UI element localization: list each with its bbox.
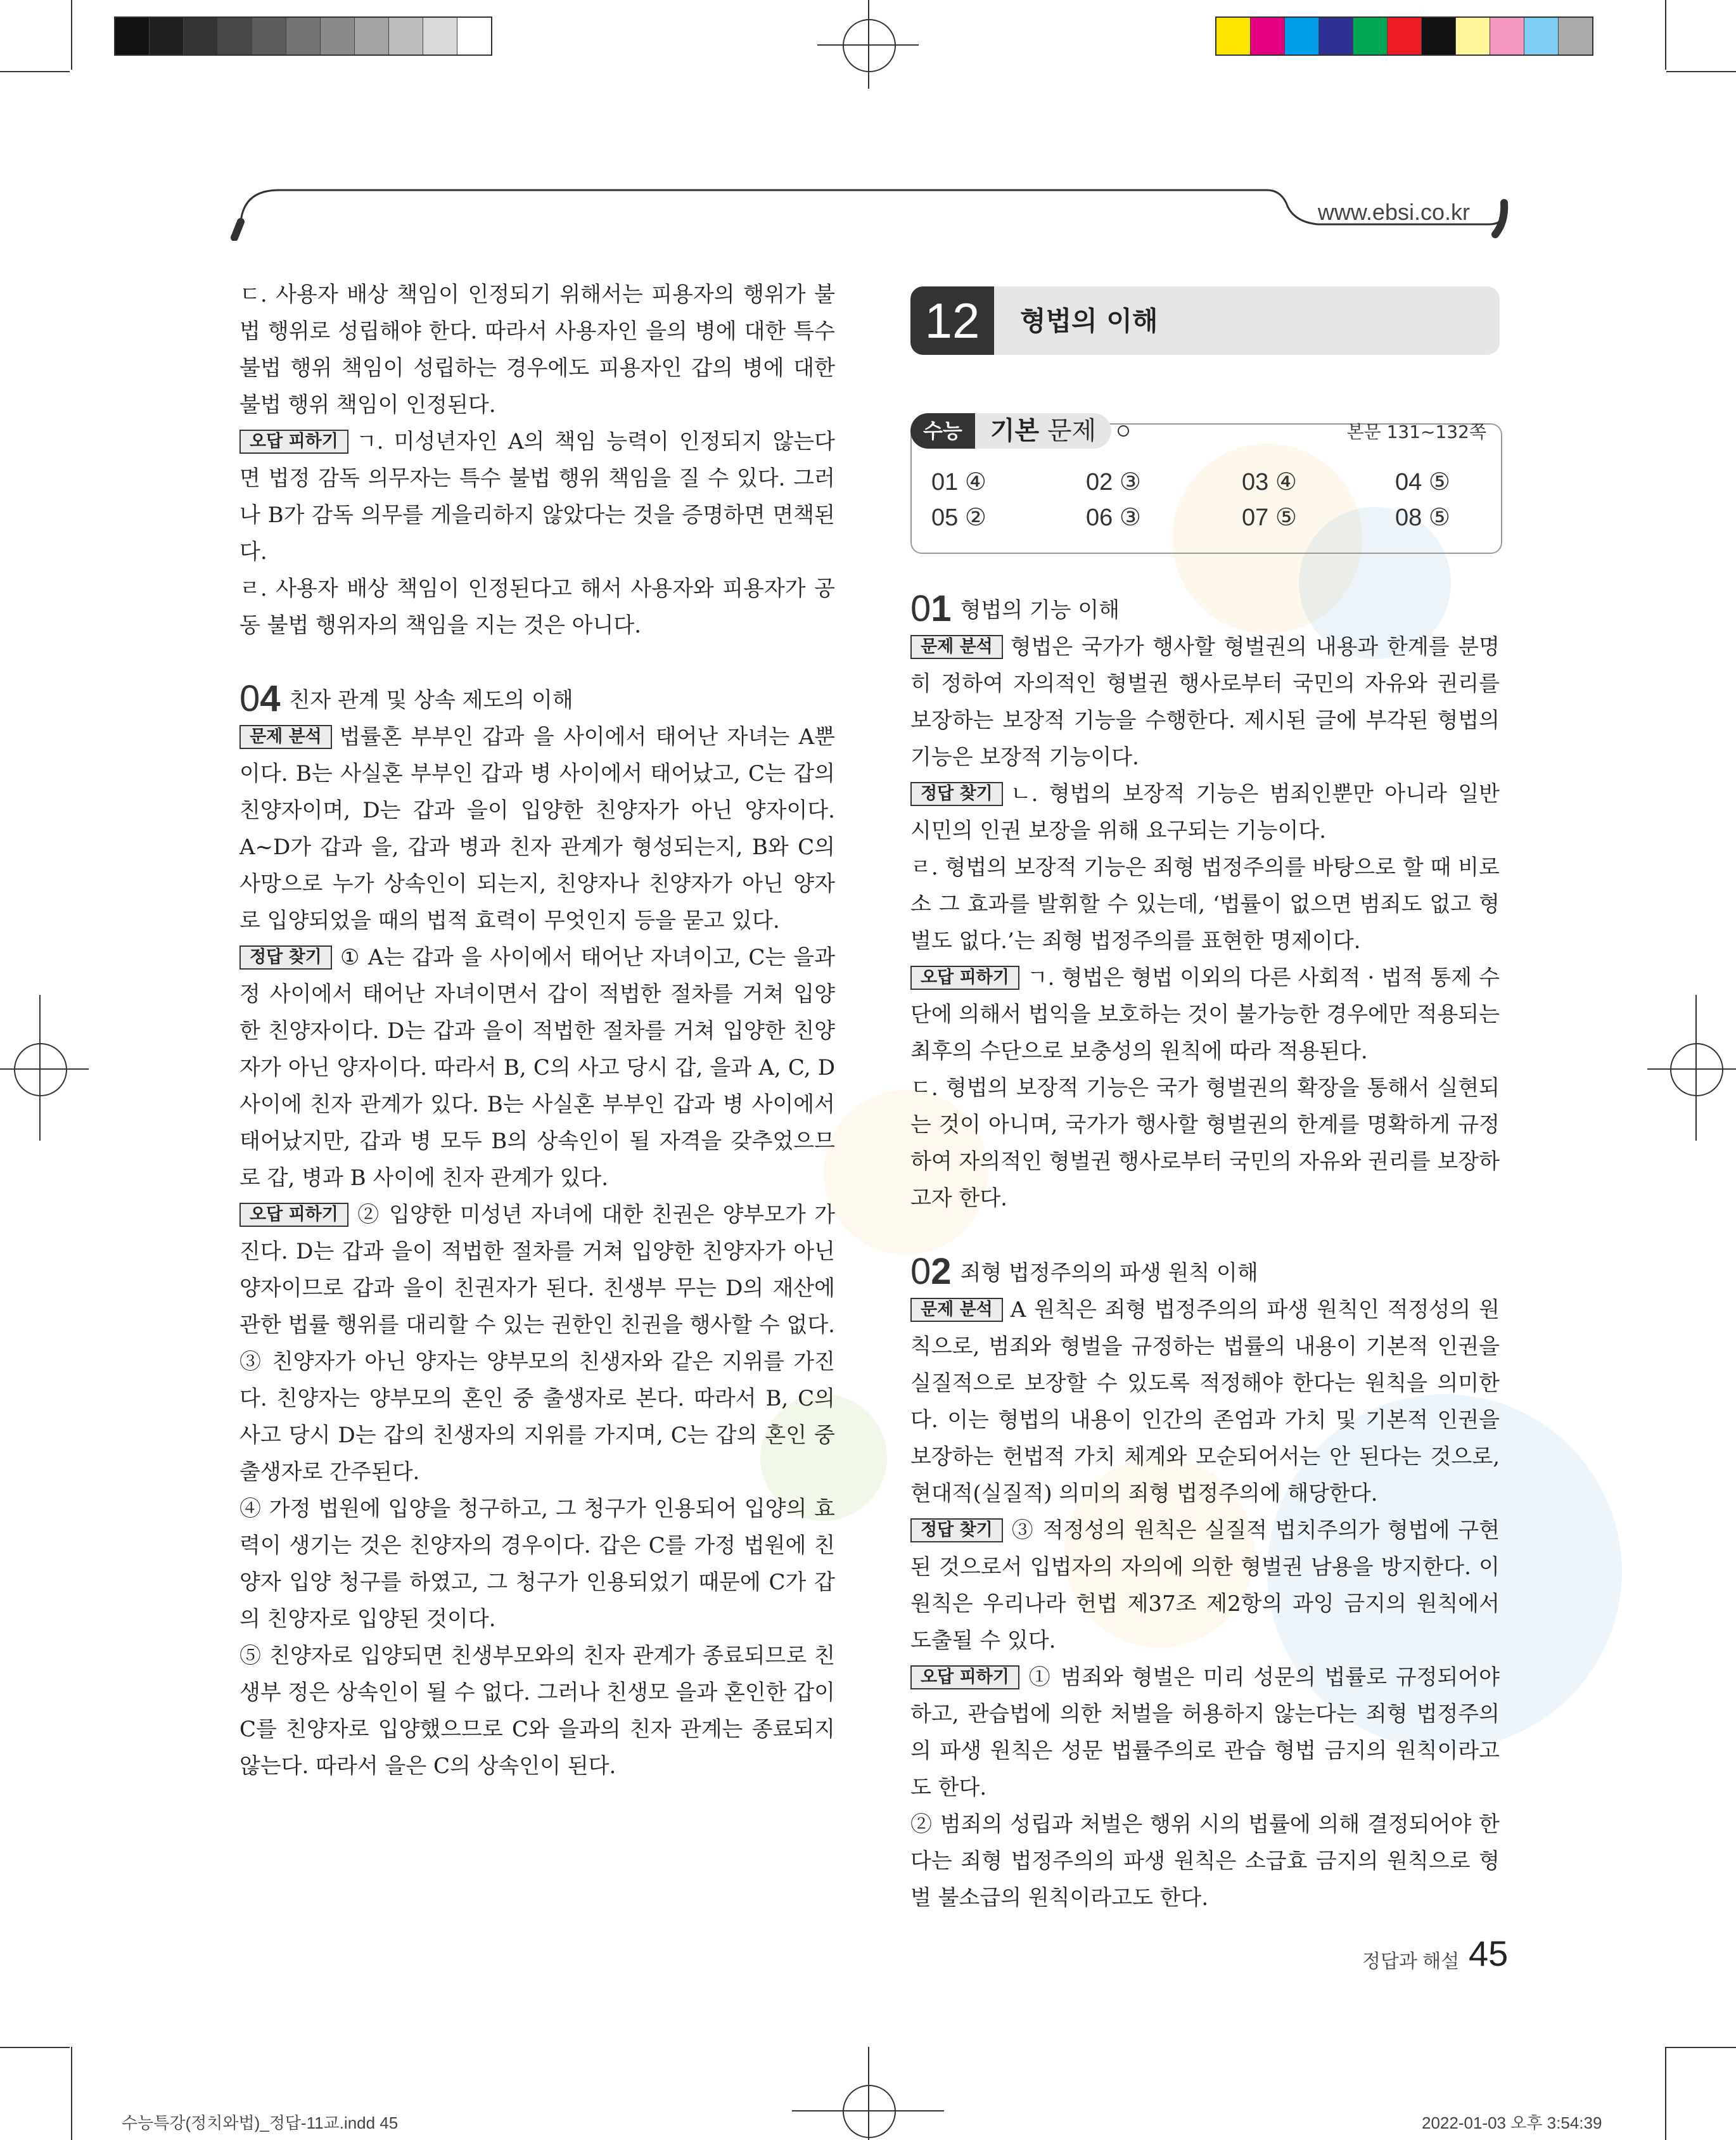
crop-mark	[0, 71, 70, 72]
paragraph: ④ 가정 법원에 입양을 청구하고, 그 청구가 인용되어 입양의 효력이 생기는 것은 친양자의 경우이다. 갑은 C를 가정 법원에 친양자 입양 청구를 하였고, 그 청구가 인용되었기 때문에 C가 갑의 친양자로 입양된 것이다.	[239, 1496, 835, 1632]
section-banner	[910, 286, 1500, 355]
crop-mark	[1665, 0, 1666, 70]
site-url: www.ebsi.co.kr	[1317, 199, 1470, 225]
registration-mark	[39, 995, 41, 1141]
paragraph	[910, 1291, 1500, 1512]
paragraph	[910, 776, 1500, 849]
paragraph	[239, 939, 835, 1196]
bunseok-text: A 원칙은 죄형 법정주의의 파생 원칙인 적정성의 원칙으로, 범죄와 형벌을 규정하는 법률의 내용이 기본적 인권을 실질적으로 보장할 수 있도록 적정해야 한다는 원칙을 의미한다. 이는 형법의 내용이 인간의 존엄과 가치 및 기본적 인권을 보장하는 헌법적 가치 체계와 모순되어서는 안 된다는 것으로, 현대적(실질적) 의미의 죄형 법정주의에 해당한다.	[910, 1297, 1500, 1506]
question-heading-04	[239, 678, 835, 719]
crop-mark	[1666, 2047, 1736, 2048]
question-heading-01	[910, 588, 1500, 629]
paragraph: ② 범죄의 성립과 처벌은 행위 시의 법률에 의해 결정되어야 한다는 죄형 법정주의의 파생 원칙은 소급효 금지의 원칙으로 형벌 불소급의 원칙이라고도 한다.	[910, 1812, 1500, 1911]
answer-item: 07 ⑤	[1242, 504, 1297, 531]
gray-calibration-bar	[114, 16, 492, 56]
paragraph: ㄷ. 사용자 배상 책임이 인정되기 위해서는 피용자의 행위가 불법 행위로 성립해야 한다. 따라서 사용자인 을의 병에 대한 특수 불법 행위 책임이 성립하는 경우에도 피용자인 갑의 병에 대한 불법 행위 책임이 인정된다.	[239, 282, 835, 418]
odab-tag: 오답 피하기	[910, 1665, 1019, 1689]
answer-item: 03 ④	[1242, 469, 1297, 496]
answer-item: 05 ②	[931, 504, 986, 531]
crop-mark	[71, 2047, 72, 2140]
jeongdap-text: ㄴ. 형법의 보장적 기능은 범죄인뿐만 아니라 일반 시민의 인권 보장을 위해 요구되는 기능이다.	[910, 781, 1500, 843]
bunseok-text: 형법은 국가가 행사할 형벌권의 내용과 한계를 분명히 정하여 자의적인 형벌권 행사로부터 국민의 자유와 권리를 보장하는 보장적 기능을 수행한다. 제시된 글에 부각된 형법의 기능은 보장적 기능이다.	[910, 634, 1500, 770]
section-title: 형법의 이해	[1020, 305, 1158, 336]
odab-tag: 오답 피하기	[239, 1203, 348, 1227]
paragraph	[910, 1512, 1500, 1659]
bunseok-text: 법률혼 부부인 갑과 을 사이에서 태어난 자녀는 A뿐이다. B는 사실혼 부부인 갑과 병 사이에서 태어났고, C는 갑의 친양자이며, D는 갑과 을이 입양한 친양자가 아닌 양자이다. A~D가 갑과 을, 갑과 병과 친자 관계가 형성되는지, B와 C의 사망으로 누가 상속인이 되는지, 친양자나 친양자가 아닌 양자로 입양되었을 때의 법적 효력이 무엇인지 등을 묻고 있다.	[239, 724, 835, 933]
question-title: 죄형 법정주의의 파생 원칙 이해	[960, 1260, 1258, 1286]
bunseok-tag: 문제 분석	[239, 725, 332, 749]
answer-item: 02 ③	[1086, 469, 1141, 496]
answer-item: 01 ④	[931, 469, 986, 496]
question-number: 04	[239, 678, 281, 719]
badge-suneung: 수능	[910, 413, 975, 449]
paragraph	[910, 629, 1500, 776]
jeongdap-text: ③ 적정성의 원칙은 실질적 법치주의가 형법에 구현된 것으로서 입법자의 자의에 의한 형벌권 남용을 방지한다. 이 원칙은 우리나라 헌법 제37조 제2항의 과잉 금지의 원칙에서 도출될 수 있다.	[910, 1518, 1500, 1653]
right-column	[910, 588, 1500, 1916]
odab-text: ② 입양한 미성년 자녀에 대한 친권은 양부모가 가진다. D는 갑과 을이 적법한 절차를 거쳐 입양한 친양자가 아닌 양자이므로 갑과 을이 친권자가 된다. 친생부 무는 D의 재산에 관한 법률 행위를 대리할 수 있는 권한인 친권을 행사할 수 없다.	[239, 1202, 835, 1338]
badge-basic: 기본 문제	[975, 413, 1111, 449]
paragraph	[910, 1659, 1500, 1806]
answer-badge	[910, 413, 1129, 449]
jeongdap-tag: 정답 찾기	[910, 782, 1003, 806]
odab-tag: 오답 피하기	[910, 966, 1019, 990]
question-number: 02	[910, 1251, 952, 1292]
page-reference: 본문 131~132쪽	[1346, 421, 1486, 442]
registration-mark	[1695, 995, 1697, 1141]
registration-mark	[1670, 1043, 1723, 1096]
jeongdap-tag: 정답 찾기	[239, 945, 332, 970]
crop-mark	[1666, 71, 1736, 72]
crop-mark	[0, 2047, 70, 2048]
odab-tag: 오답 피하기	[239, 430, 348, 454]
page-label: 정답과 해설	[1362, 1951, 1460, 1972]
crop-mark	[1665, 2047, 1666, 2140]
answer-item: 08 ⑤	[1395, 504, 1450, 531]
bunseok-tag: 문제 분석	[910, 1298, 1003, 1322]
section-number: 12	[910, 286, 994, 355]
left-column	[239, 276, 835, 1784]
registration-mark	[843, 19, 896, 72]
print-timestamp: 2022-01-03 오후 3:54:39	[1422, 2113, 1602, 2132]
paragraph: ㄹ. 형법의 보장적 기능은 죄형 법정주의를 바탕으로 할 때 비로소 그 효과를 발휘할 수 있는데, ‘법률이 없으면 범죄도 없고 형벌도 없다.’는 죄형 법정주의를 표현한 명제이다.	[910, 855, 1500, 954]
jeongdap-tag: 정답 찾기	[910, 1518, 1003, 1542]
color-calibration-bar	[1215, 16, 1593, 56]
paragraph	[910, 959, 1500, 1070]
registration-mark	[868, 0, 869, 89]
paragraph: ⑤ 친양자로 입양되면 친생부모와의 친자 관계가 종료되므로 친생부 정은 상속인이 될 수 없다. 그러나 친생모 을과 혼인한 갑이 C를 친양자로 입양했으므로 C와 을과의 친자 관계는 종료되지 않는다. 따라서 을은 C의 상속인이 된다.	[239, 1643, 835, 1779]
paragraph	[239, 1196, 835, 1343]
registration-mark	[1647, 1068, 1736, 1070]
answer-item: 04 ⑤	[1395, 469, 1450, 496]
question-title: 친자 관계 및 상속 제도의 이해	[289, 688, 573, 713]
bunseok-tag: 문제 분석	[910, 635, 1003, 659]
odab-text: ① 범죄와 형벌은 미리 성문의 법률로 규정되어야 하고, 관습법에 의한 처벌을 허용하지 않는다는 죄형 법정주의의 파생 원칙은 성문 법률주의로 관습 형법 금지의 원칙이라고도 한다.	[910, 1665, 1500, 1800]
question-heading-02	[910, 1253, 1500, 1291]
question-number: 01	[910, 588, 952, 629]
paragraph: ㄷ. 형법의 보장적 기능은 국가 형벌권의 확장을 통해서 실현되는 것이 아니며, 국가가 행사할 형벌권의 한계를 명확하게 규정하여 자의적인 형벌권 행사로부터 국민의 자유와 권리를 보장하고자 한다.	[910, 1075, 1500, 1211]
page-number: 45	[1469, 1933, 1509, 1973]
registration-mark	[868, 2047, 869, 2140]
odab-text: ㄱ. 형법은 형법 이외의 다른 사회적 · 법적 통제 수단에 의해서 법익을 보호하는 것이 불가능한 경우에만 적용되는 최후의 수단으로 보충성의 원칙에 따라 적용된다.	[910, 965, 1500, 1064]
crop-mark	[71, 0, 72, 70]
paragraph: ③ 친양자가 아닌 양자는 양부모의 친생자와 같은 지위를 가진다. 친양자는 양부모의 혼인 중 출생자로 본다. 따라서 B, C의 사고 당시 D는 갑의 친생자의 지위를 가지며, C는 갑의 혼인 중 출생자로 간주된다.	[239, 1349, 835, 1485]
circle-icon	[1118, 425, 1129, 437]
jeongdap-text: ① A는 갑과 을 사이에서 태어난 자녀이고, C는 을과 정 사이에서 태어난 자녀이면서 갑이 적법한 절차를 거쳐 입양한 친양자이다. D는 갑과 을이 적법한 절차를 거쳐 입양한 친양자가 아닌 양자이다. 따라서 B, C의 사고 당시 갑, 을과 A, C, D 사이에 친자 관계가 있다. B는 사실혼 부부인 갑과 병 사이에서 태어났지만, 갑과 병 모두 B의 상속인이 될 자격을 갖추었으므로 갑, 병과 B 사이에 친자 관계가 있다.	[239, 945, 835, 1191]
question-title: 형법의 기능 이해	[960, 598, 1120, 623]
odab-text: ㄱ. 미성년자인 A의 책임 능력이 인정되지 않는다면 법정 감독 의무자는 특수 불법 행위 책임을 질 수 있다. 그러나 B가 감독 의무를 게을리하지 않았다는 것을 증명하면 면책된다.	[239, 429, 835, 565]
paragraph: ㄹ. 사용자 배상 책임이 인정된다고 해서 사용자와 피용자가 공동 불법 행위자의 책임을 지는 것은 아니다.	[239, 576, 835, 638]
registration-mark	[843, 2085, 896, 2138]
file-info: 수능특강(정치와법)_정답-11교.indd 45	[122, 2113, 399, 2132]
answer-item: 06 ③	[1086, 504, 1141, 531]
registration-mark	[0, 1068, 89, 1070]
paragraph	[239, 719, 835, 939]
paragraph	[239, 423, 835, 570]
registration-mark	[14, 1043, 67, 1096]
